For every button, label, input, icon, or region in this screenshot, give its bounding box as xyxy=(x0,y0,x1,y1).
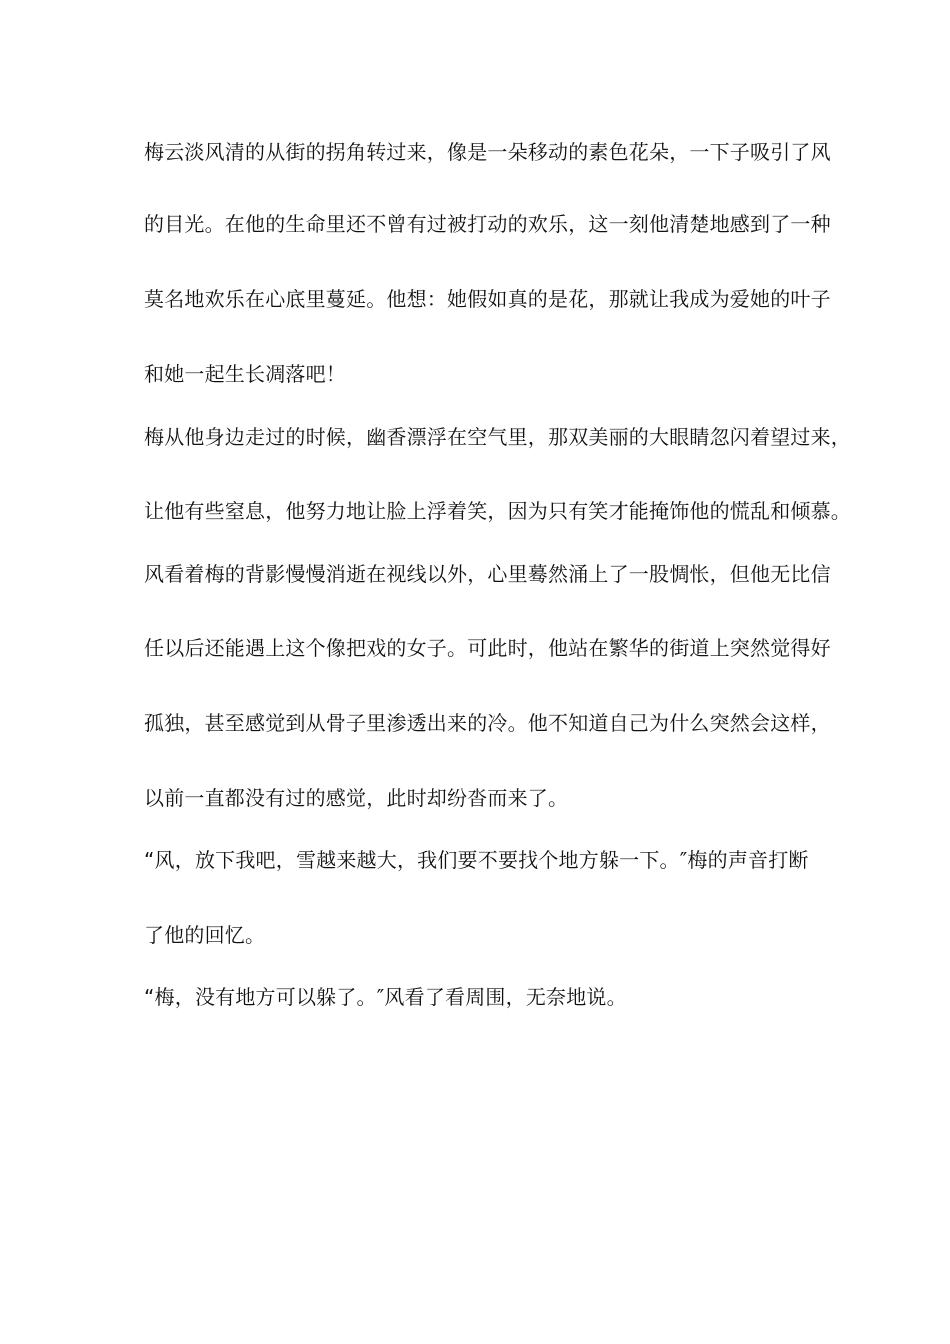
text-line-13: “梅，没有地方可以躲了。″风看了看周围，无奈地说。 xyxy=(144,985,627,1009)
text-line-2: 的目光。在他的生命里还不曾有过被打动的欢乐，这一刻他清楚地感到了一种 xyxy=(144,212,831,236)
text-line-4: 和她一起生长凋落吧！ xyxy=(144,362,346,386)
text-line-12: 了他的回忆。 xyxy=(144,923,266,947)
text-line-8: 任以后还能遇上这个像把戏的女子。可此时，他站在繁华的街道上突然觉得好 xyxy=(144,636,831,660)
text-line-1: 梅云淡风清的从街的拐角转过来，像是一朵移动的素色花朵，一下子吸引了风 xyxy=(144,140,831,164)
text-line-6: 让他有些窒息，他努力地让脸上浮着笑，因为只有笑才能掩饰他的慌乱和倾慕。 xyxy=(144,499,851,523)
text-line-11: “风，放下我吧，雪越来越大，我们要不要找个地方躲一下。″梅的声音打断 xyxy=(144,848,809,872)
text-line-3: 莫名地欢乐在心底里蔓延。他想：她假如真的是花，那就让我成为爱她的叶子 xyxy=(144,287,831,311)
text-line-7: 风看着梅的背影慢慢消逝在视线以外，心里蓦然涌上了一股惆怅，但他无比信 xyxy=(144,562,831,586)
text-line-5: 梅从他身边走过的时候，幽香漂浮在空气里，那双美丽的大眼睛忽闪着望过来， xyxy=(144,425,851,449)
text-line-10: 以前一直都没有过的感觉，此时却纷沓而来了。 xyxy=(144,786,569,810)
text-line-9: 孤独，甚至感觉到从骨子里渗透出来的冷。他不知道自己为什么突然会这样， xyxy=(144,711,831,735)
